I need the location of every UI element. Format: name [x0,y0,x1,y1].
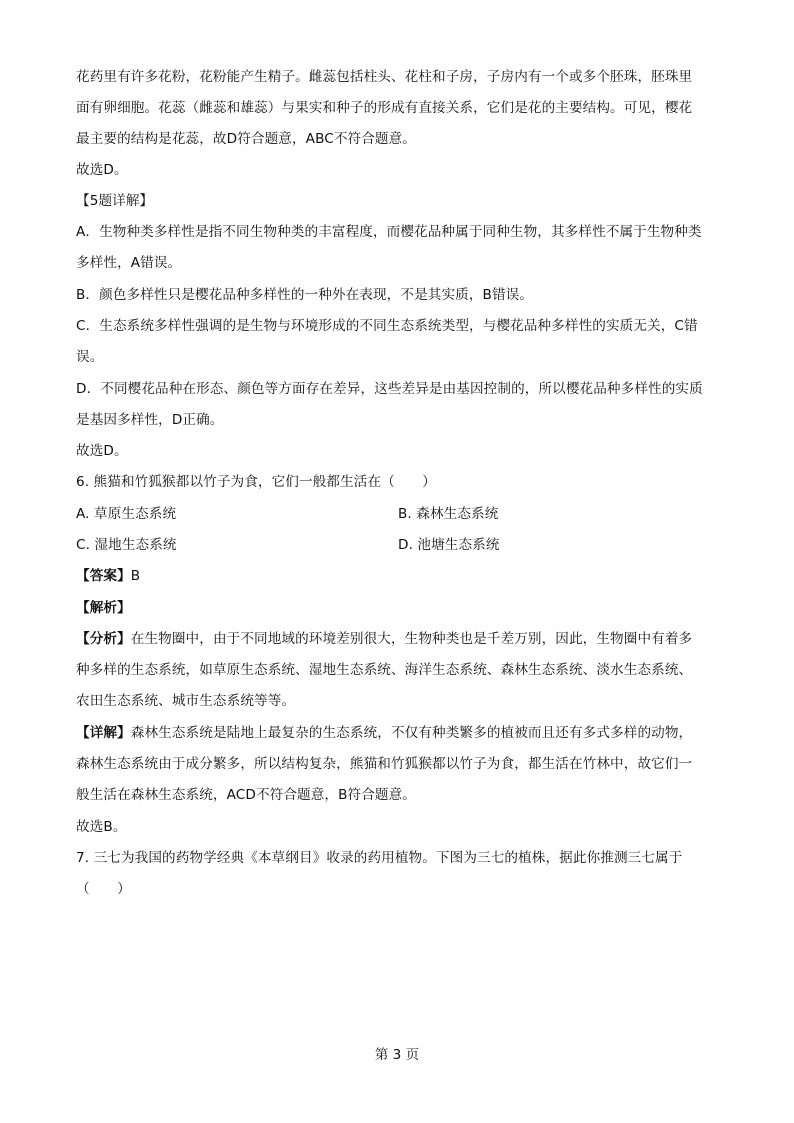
analysis-tag: 【分析】 [76,631,131,647]
text-line: 种多样的生态系统，如草原生态系统、湿地生态系统、海洋生态系统、森林生态系统、淡水生态系统、 [76,662,693,678]
option-d: D. 池塘生态系统 [398,537,500,553]
text-line: 误。 [76,349,104,365]
text-line: 故选D。 [76,162,128,178]
text-line: D．不同樱花品种在形态、颜色等方面存在差异，这些差异是由基因控制的，所以樱花品种多样性的实质 [76,381,703,397]
text-line: C．生态系统多样性强调的是生物与环境形成的不同生态系统类型，与樱花品种多样性的实质无关，C错 [76,318,698,334]
text-line: 森林生态系统由于成分繁多，所以结构复杂，熊猫和竹狐猴都以竹子为食，都生活在竹林中，故它们一 [76,756,693,772]
question-7-stem: 7. 三七为我国的药物学经典《本草纲目》收录的药用植物。下图为三七的植株，据此你推测三七属于 [76,850,683,866]
detail-line [76,721,692,741]
text-line: 农田生态系统、城市生态系统等等。 [76,693,296,709]
section-heading: 【5题详解】 [76,193,154,209]
analysis-heading: 【解析】 [76,600,131,616]
text-line: 般生活在森林生态系统，ACD不符合题意，B符合题意。 [76,787,417,803]
option-c: C. 湿地生态系统 [76,537,177,553]
text-line: 故选B。 [76,819,127,835]
option-b: B. 森林生态系统 [398,506,499,522]
analysis-line [76,627,692,647]
analysis-text: 在生物圈中，由于不同地域的环境差别很大，生物种类也是千差万别，因此，生物圈中有着多 [130,631,693,647]
text-line: 多样性，A错误。 [76,255,182,271]
answer-tag: 【答案】 [76,568,131,584]
detail-text: 森林生态系统是陆地上最复杂的生态系统，不仅有种类繁多的植被而且还有多式多样的动物， [130,725,693,741]
text-line: A．生物种类多样性是指不同生物种类的丰富程度，而樱花品种属于同种生物，其多样性不属于生物种类 [76,224,702,240]
answer-line [76,564,140,584]
text-line: 面有卵细胞。花蕊（雌蕊和雄蕊）与果实和种子的形成有直接关系，它们是花的主要结构。可见，樱花 [76,100,693,116]
text-line: 最主要的结构是花蕊，故D符合题意，ABC不符合题意。 [76,131,417,147]
text-line: 故选D。 [76,443,128,459]
text-line: B．颜色多样性只是樱花品种多样性的一种外在表现，不是其实质，B错误。 [76,287,534,303]
question-6-stem: 6. 熊猫和竹狐猴都以竹子为食，它们一般都生活在（ ） [76,474,436,490]
text-line: 花药里有许多花粉，花粉能产生精子。雌蕊包括柱头、花柱和子房，子房内有一个或多个胚珠，胚珠里 [76,69,693,85]
answer-value: B [130,568,141,584]
detail-tag: 【详解】 [76,725,131,741]
option-a: A. 草原生态系统 [76,506,177,522]
page-number: 第 3 页 [374,1047,420,1063]
text-line: （ ） [76,881,131,897]
text-line: 是基因多样性，D正确。 [76,412,224,428]
